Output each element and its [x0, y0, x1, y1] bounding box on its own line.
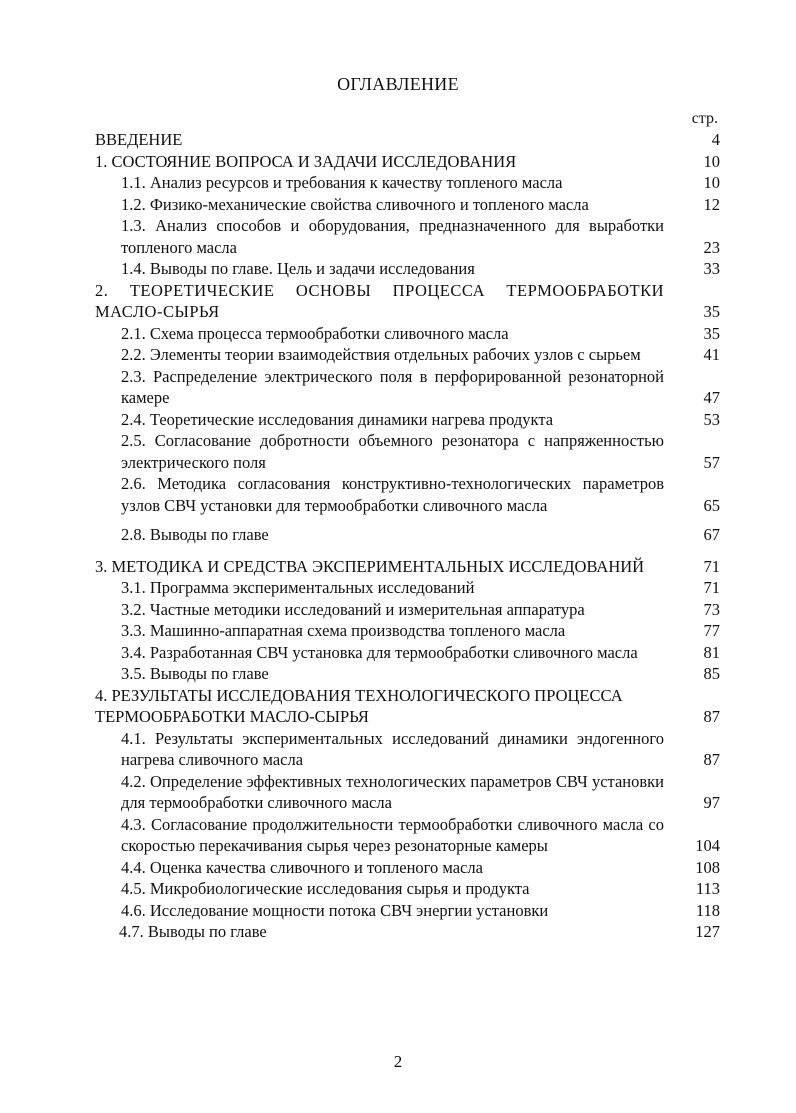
toc-entry [95, 900, 720, 922]
toc-entry-page: 10 [703, 173, 720, 192]
toc-entry [95, 814, 720, 857]
page-title: ОГЛАВЛЕНИЕ [337, 74, 459, 94]
page-column-header: стр. [691, 110, 718, 127]
toc-entry-title: 3.2. Частные методики исследований и измерительная аппаратура [121, 599, 585, 619]
toc-entry [95, 599, 720, 621]
toc-entry-title: 2.3. Распределение электрического поля в перфорированной резонаторной камере [121, 366, 664, 407]
toc-entry [95, 215, 720, 258]
toc-entry-title: 3.4. Разработанная СВЧ установка для термообработки сливочного масла [121, 642, 638, 662]
toc-entry-page: 33 [703, 259, 720, 278]
toc-entry-page: 85 [703, 664, 720, 683]
toc-entry-page: 81 [703, 642, 720, 662]
toc-entry-page: 71 [703, 578, 720, 597]
toc-entry-page: 127 [695, 922, 720, 941]
toc-entry [95, 280, 720, 323]
toc-entry [95, 258, 720, 280]
toc-entry-title: 4.3. Согласование продолжительности термообработки сливочного масла со скоростью перекачивания сырья через резонаторные камеры [121, 814, 664, 855]
toc-entry-page: 23 [703, 237, 720, 257]
toc-entry [95, 323, 720, 345]
toc-entry-title: 2.6. Методика согласования конструктивно-технологических параметров узлов СВЧ установки для термообработки сливочного масла [121, 474, 664, 515]
toc-entry [95, 663, 720, 685]
toc-entry [95, 642, 720, 664]
toc-entry [95, 172, 720, 194]
toc-entry-title: 2.5. Согласование добротности объемного резонатора с напряженностью электрического поля [121, 431, 664, 472]
toc-entry-title: 3.3. Машинно-аппаратная схема производства топленого масла [121, 621, 566, 640]
toc-entry [95, 473, 720, 516]
toc-entry-page: 118 [695, 900, 720, 920]
toc-entry [95, 344, 720, 366]
toc-entry-title: 2.2. Элементы теории взаимодействия отдельных рабочих узлов с сырьем [121, 345, 641, 364]
toc-entry-page: 97 [703, 793, 720, 812]
toc-entry-page: 87 [703, 750, 720, 769]
toc-entry-title: 1.2. Физико-механические свойства сливочного и топленого масла [121, 194, 589, 214]
toc-entry-title: 4.2. Определение эффективных технологических параметров СВЧ установки для термообработки сливочного масла [121, 771, 664, 812]
toc-entry [95, 857, 720, 879]
toc-entry [95, 430, 720, 473]
toc-entry-title: 4.4. Оценка качества сливочного и топленого масла [121, 857, 483, 877]
toc-entry-title: 4.5. Микробиологические исследования сырья и продукта [121, 879, 530, 898]
toc-entry-page: 47 [703, 388, 720, 407]
toc-entry [95, 577, 720, 599]
toc-entry-title: 1.4. Выводы по главе. Цель и задачи исследования [121, 259, 475, 278]
toc-entry-page: 12 [703, 194, 720, 214]
toc-entry-title: 3.5. Выводы по главе [121, 664, 269, 683]
toc-entry-title: ВВЕДЕНИЕ [95, 130, 183, 149]
toc-entry-title: 1.3. Анализ способов и оборудования, предназначенного для выработки топленого масла [121, 216, 664, 257]
toc-entry-title: 2. ТЕОРЕТИЧЕСКИЕ ОСНОВЫ ПРОЦЕССА ТЕРМООБРАБОТКИ МАСЛО-СЫРЬЯ [95, 280, 664, 321]
toc-entry-page: 104 [695, 836, 720, 855]
toc-entry-page: 65 [703, 495, 720, 515]
toc-entry-title: 3. МЕТОДИКА И СРЕДСТВА ЭКСПЕРИМЕНТАЛЬНЫХ ИССЛЕДОВАНИЙ [95, 556, 645, 576]
toc-entry [95, 685, 720, 728]
toc-entry-title: 4.6. Исследование мощности потока СВЧ энергии установки [121, 900, 549, 920]
toc-entry-page: 35 [703, 323, 720, 343]
toc-entry [95, 366, 720, 409]
toc-entry-page: 57 [703, 452, 720, 472]
toc-entry [95, 129, 720, 151]
toc-entry [95, 878, 720, 900]
toc-entry-title: 4.1. Результаты экспериментальных исследований динамики эндогенного нагрева сливочного масла [121, 728, 664, 769]
toc-entry-title: 4. РЕЗУЛЬТАТЫ ИССЛЕДОВАНИЯ ТЕХНОЛОГИЧЕСКОГО ПРОЦЕССА ТЕРМООБРАБОТКИ МАСЛО-СЫРЬЯ [95, 685, 623, 726]
toc-entry-page: 10 [703, 151, 720, 171]
toc-entry-page: 53 [703, 409, 720, 429]
page-number: 2 [393, 1052, 403, 1071]
toc-entry [95, 409, 720, 431]
toc-entry-title: 2.1. Схема процесса термообработки сливочного масла [121, 323, 509, 343]
toc-entry-title: 3.1. Программа экспериментальных исследований [121, 578, 475, 597]
toc-entry-page: 87 [703, 707, 720, 726]
toc-entry-page: 67 [703, 525, 720, 544]
toc-entry [95, 556, 720, 578]
toc-entry [95, 524, 720, 546]
toc-entry-title: 1.1. Анализ ресурсов и требования к качеству топленого масла [121, 173, 563, 192]
toc-entry-title: 4.7. Выводы по главе [119, 922, 267, 941]
toc-entry [95, 728, 720, 771]
toc-entry-page: 71 [703, 556, 720, 576]
toc-entry [95, 194, 720, 216]
toc-entry-page: 108 [695, 857, 720, 877]
toc-entry-page: 77 [703, 621, 720, 640]
toc-entry [95, 151, 720, 173]
toc-entry-page: 4 [711, 130, 720, 149]
toc-entry-title: 1. СОСТОЯНИЕ ВОПРОСА И ЗАДАЧИ ИССЛЕДОВАНИЯ [95, 151, 517, 171]
toc-entry-page: 41 [703, 345, 720, 364]
toc-entry-page: 113 [695, 879, 720, 898]
toc-entry-page: 35 [703, 302, 720, 321]
table-of-contents [95, 129, 720, 943]
toc-entry [95, 771, 720, 814]
toc-entry [95, 921, 720, 943]
toc-entry-title: 2.4. Теоретические исследования динамики нагрева продукта [121, 409, 554, 429]
toc-entry [95, 620, 720, 642]
toc-entry-page: 73 [703, 599, 720, 619]
toc-entry-title: 2.8. Выводы по главе [121, 525, 269, 544]
